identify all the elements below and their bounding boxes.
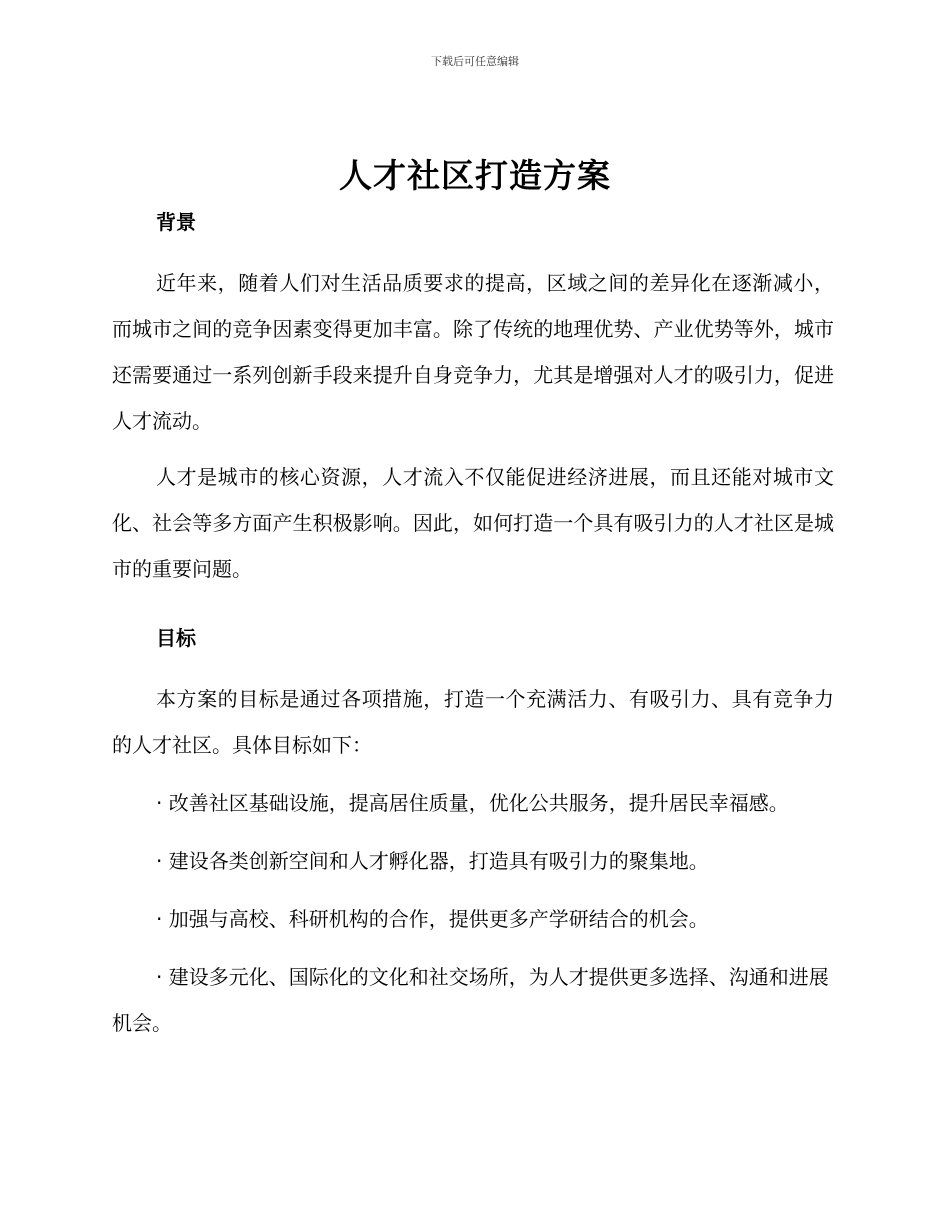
section-heading-background: 背景 [156,210,196,234]
background-paragraph-1: 近年来，随着人们对生活品质要求的提高，区域之间的差异化在逐渐减小，而城市之间的竞争因素变得更加丰富。除了传统的地理优势、产业优势等外，城市还需要通过一系列创新手段来提升自身竞争力，尤其是增强对人才的吸引力，促进人才流动。 [112,271,834,433]
header-note: 下载后可任意编辑 [431,55,519,68]
goals-paragraph-1: 本方案的目标是通过各项措施，打造一个充满活力、有吸引力、具有竞争力的人才社区。具体目标如下： [112,687,834,757]
goal-bullet-2: · 建设各类创新空间和人才孵化器，打造具有吸引力的聚集地。 [156,849,709,873]
document-title: 人才社区打造方案 [339,156,611,195]
goal-bullet-3: · 加强与高校、科研机构的合作，提供更多产学研结合的机会。 [156,907,709,931]
document-body [112,206,834,1046]
section-heading-goals: 目标 [156,626,196,650]
goal-bullet-1: · 改善社区基础设施，提高居住质量，优化公共服务，提升居民幸福感。 [156,791,789,815]
goal-bullet-4: · 建设多元化、国际化的文化和社交场所，为人才提供更多选择、沟通和进展机会。 [112,965,829,1035]
background-paragraph-2: 人才是城市的核心资源，人才流入不仅能促进经济进展，而且还能对城市文化、社会等多方面产生积极影响。因此，如何打造一个具有吸引力的人才社区是城市的重要问题。 [112,465,834,581]
